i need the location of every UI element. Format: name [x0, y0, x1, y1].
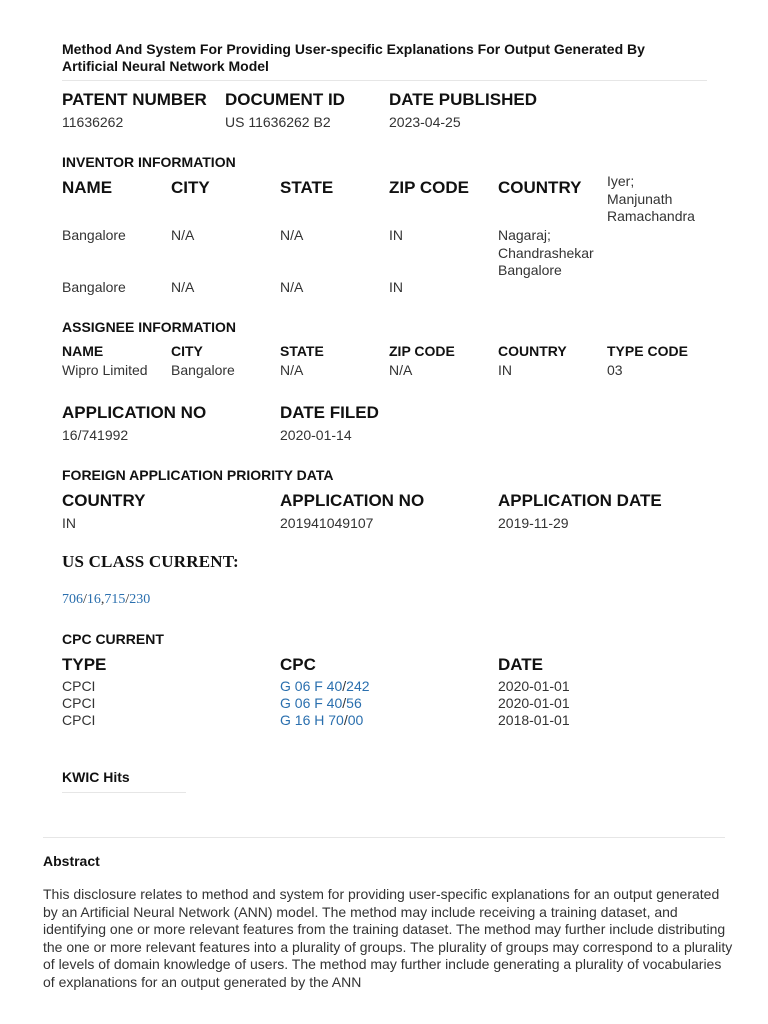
- separator: ,: [100, 592, 105, 607]
- assignee-state-header: STATE: [280, 343, 324, 359]
- inventor-row1-name: Bangalore: [62, 227, 126, 243]
- inventor-country-header: COUNTRY: [498, 178, 582, 197]
- cpc-sub-link[interactable]: 56: [346, 695, 362, 711]
- cpc-row3-date: 2018-01-01: [498, 712, 570, 728]
- cpc-type-header: TYPE: [62, 655, 107, 674]
- cpc-cpc-header: CPC: [280, 655, 316, 674]
- cpc-row2-cpc: G 06 F 40/56: [280, 695, 362, 711]
- date-filed-header: DATE FILED: [280, 403, 379, 422]
- date-published-value: 2023-04-25: [389, 114, 461, 130]
- assignee-name-header: NAME: [62, 343, 104, 359]
- assignee-type-code-value: 03: [607, 362, 623, 378]
- date-published-header: DATE PUBLISHED: [389, 90, 537, 109]
- inventor-zip-header: ZIP CODE: [389, 178, 469, 197]
- inventor-city-header: CITY: [171, 178, 210, 197]
- foreign-application-no-value: 201941049107: [280, 515, 374, 531]
- assignee-zip-value: N/A: [389, 362, 413, 378]
- inventor-name-header: NAME: [62, 178, 113, 197]
- document-title: Method And System For Providing User-specific Explanations For Output Generated By Artificial Neural Network Model: [62, 41, 645, 74]
- cpc-row2-type: CPCI: [62, 695, 96, 711]
- inventor-row2-state: N/A: [280, 279, 304, 295]
- cpc-date-header: DATE: [498, 655, 544, 674]
- cpc-main-link[interactable]: G 06 F 40: [280, 678, 343, 694]
- patent-number-header: PATENT NUMBER: [62, 90, 207, 109]
- inventor-row2-name: Bangalore: [62, 279, 126, 295]
- us-class-title: US CLASS CURRENT:: [62, 552, 239, 571]
- assignee-country-value: IN: [498, 362, 512, 378]
- cpc-row1-cpc: G 06 F 40/242: [280, 678, 370, 694]
- document-id-value: US 11636262 B2: [225, 114, 331, 130]
- document-id-header: DOCUMENT ID: [225, 90, 345, 109]
- cpc-main-link[interactable]: G 06 F 40: [280, 695, 343, 711]
- cpc-row1-date: 2020-01-01: [498, 678, 570, 694]
- date-filed-value: 2020-01-14: [280, 427, 352, 443]
- kwic-hits-title: KWIC Hits: [62, 769, 130, 785]
- title-divider: [62, 80, 707, 81]
- assignee-name-value: Wipro Limited: [62, 362, 148, 378]
- assignee-state-value: N/A: [280, 362, 304, 378]
- inventor-row2-zip: IN: [389, 279, 403, 295]
- application-no-header: APPLICATION NO: [62, 403, 207, 422]
- inventor-row1-zip: IN: [389, 227, 403, 243]
- inventor-row1-state: N/A: [280, 227, 304, 243]
- inventor-row1-city: N/A: [171, 227, 195, 243]
- separator: /: [83, 592, 87, 607]
- inventor-row2-city: N/A: [171, 279, 195, 295]
- foreign-country-value: IN: [62, 515, 76, 531]
- inventor-row1-country: Nagaraj; Chandrashekar Bangalore: [498, 227, 594, 278]
- foreign-priority-title: FOREIGN APPLICATION PRIORITY DATA: [62, 467, 334, 483]
- foreign-country-header: COUNTRY: [62, 491, 146, 510]
- assignee-zip-header: ZIP CODE: [389, 343, 455, 359]
- cpc-row1-type: CPCI: [62, 678, 96, 694]
- abstract-title: Abstract: [43, 853, 100, 869]
- assignee-type-code-header: TYPE CODE: [607, 343, 688, 359]
- inventor-section-title: INVENTOR INFORMATION: [62, 154, 236, 170]
- cpc-sub-link[interactable]: 242: [346, 678, 370, 694]
- inventor-name-value: Iyer; Manjunath Ramachandra: [607, 173, 695, 224]
- assignee-city-header: CITY: [171, 343, 203, 359]
- separator: /: [125, 592, 130, 607]
- kwic-divider: [62, 792, 186, 793]
- us-class-link-230[interactable]: 230: [129, 592, 151, 607]
- foreign-application-date-value: 2019-11-29: [498, 515, 569, 531]
- section-divider: [43, 837, 725, 838]
- cpc-sub-link[interactable]: 00: [347, 712, 364, 728]
- foreign-application-no-header: APPLICATION NO: [280, 491, 425, 510]
- assignee-country-header: COUNTRY: [498, 343, 567, 359]
- us-class-link-715[interactable]: 715: [104, 592, 126, 607]
- application-no-value: 16/741992: [62, 427, 129, 443]
- inventor-state-header: STATE: [280, 178, 334, 197]
- cpc-row2-date: 2020-01-01: [498, 695, 570, 711]
- us-class-link-16[interactable]: 16: [86, 592, 101, 607]
- us-class-links: [62, 592, 150, 608]
- cpc-section-title: CPC CURRENT: [62, 631, 164, 647]
- us-class-link-706[interactable]: 706: [62, 592, 83, 607]
- cpc-row3-cpc: G 16 H 70/00: [280, 712, 364, 728]
- assignee-city-value: Bangalore: [171, 362, 235, 378]
- cpc-row3-type: CPCI: [62, 712, 96, 728]
- abstract-text: This disclosure relates to method and system for providing user-specific explanations for an output generated by an Artificial Neural Network (ANN) model. The method may include receiving a training dataset, and identifying one or more relevant features from the training dataset. The method may further include distributing the one or more relevant features into a plurality of groups. The plurality of groups may correspond to a plurality of levels of domain knowledge of users. The method may further include generating a plurality of vocabularies of explanations for an output generated by the ANN: [43, 886, 733, 990]
- assignee-section-title: ASSIGNEE INFORMATION: [62, 319, 236, 335]
- patent-number-value: 11636262: [62, 114, 124, 130]
- cpc-main-link[interactable]: G 16 H 70: [280, 712, 344, 728]
- foreign-application-date-header: APPLICATION DATE: [498, 491, 662, 510]
